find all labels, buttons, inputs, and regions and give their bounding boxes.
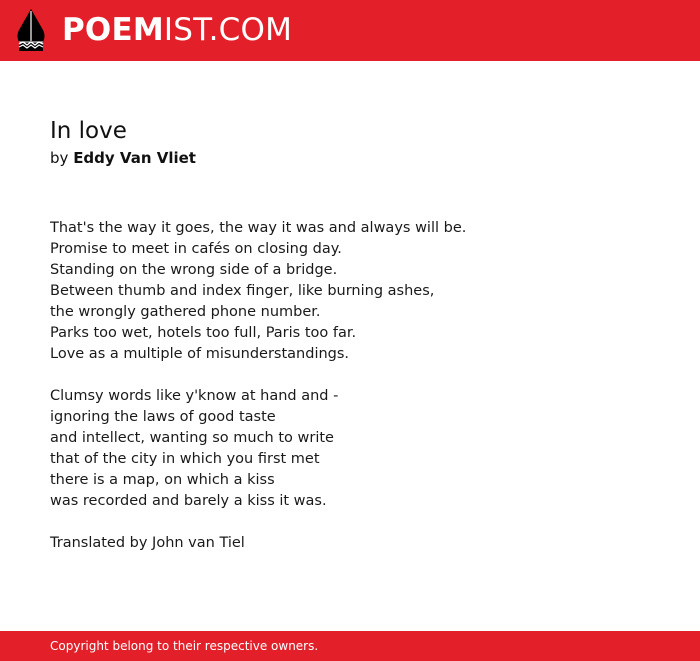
logo-bold-text: POEM [62, 12, 164, 48]
poem-byline [50, 148, 196, 168]
poem-title: In love [50, 118, 127, 144]
poem-line: Love as a multiple of misunderstandings. [50, 346, 350, 362]
fountain-pen-nib-icon [16, 9, 46, 51]
site-footer [0, 631, 700, 661]
poem-line: That's the way it goes, the way it was and always will be. [50, 220, 467, 236]
poem-line: Standing on the wrong side of a bridge. [50, 262, 338, 278]
logo-light-text: IST.COM [163, 12, 293, 48]
poem-line: Clumsy words like y'know at hand and - [50, 388, 339, 404]
poem-line: that of the city in which you first met [50, 451, 320, 467]
poem-line: was recorded and barely a kiss it was. [50, 493, 327, 509]
poem-stanza-1 [50, 218, 650, 365]
poem-line: and intellect, wanting so much to write [50, 430, 334, 446]
poem-line: ignoring the laws of good taste [50, 409, 276, 425]
author-link[interactable]: Eddy Van Vliet [73, 149, 196, 167]
site-header [0, 0, 700, 61]
copyright-text: Copyright belong to their respective owners. [50, 639, 319, 653]
poem-body [50, 218, 650, 554]
poem-line: the wrongly gathered phone number. [50, 304, 321, 320]
poem-line: Parks too wet, hotels too full, Paris too far. [50, 325, 357, 341]
poem-line: Promise to meet in cafés on closing day. [50, 241, 342, 257]
poem-stanza-2 [50, 386, 650, 512]
by-label: by [50, 149, 69, 167]
translator-note: Translated by John van Tiel [50, 535, 245, 551]
poem-line: there is a map, on which a kiss [50, 472, 275, 488]
site-logo-link[interactable] [0, 0, 293, 61]
poem-line: Between thumb and index finger, like burning ashes, [50, 283, 435, 299]
site-logo-wordmark [62, 11, 292, 49]
